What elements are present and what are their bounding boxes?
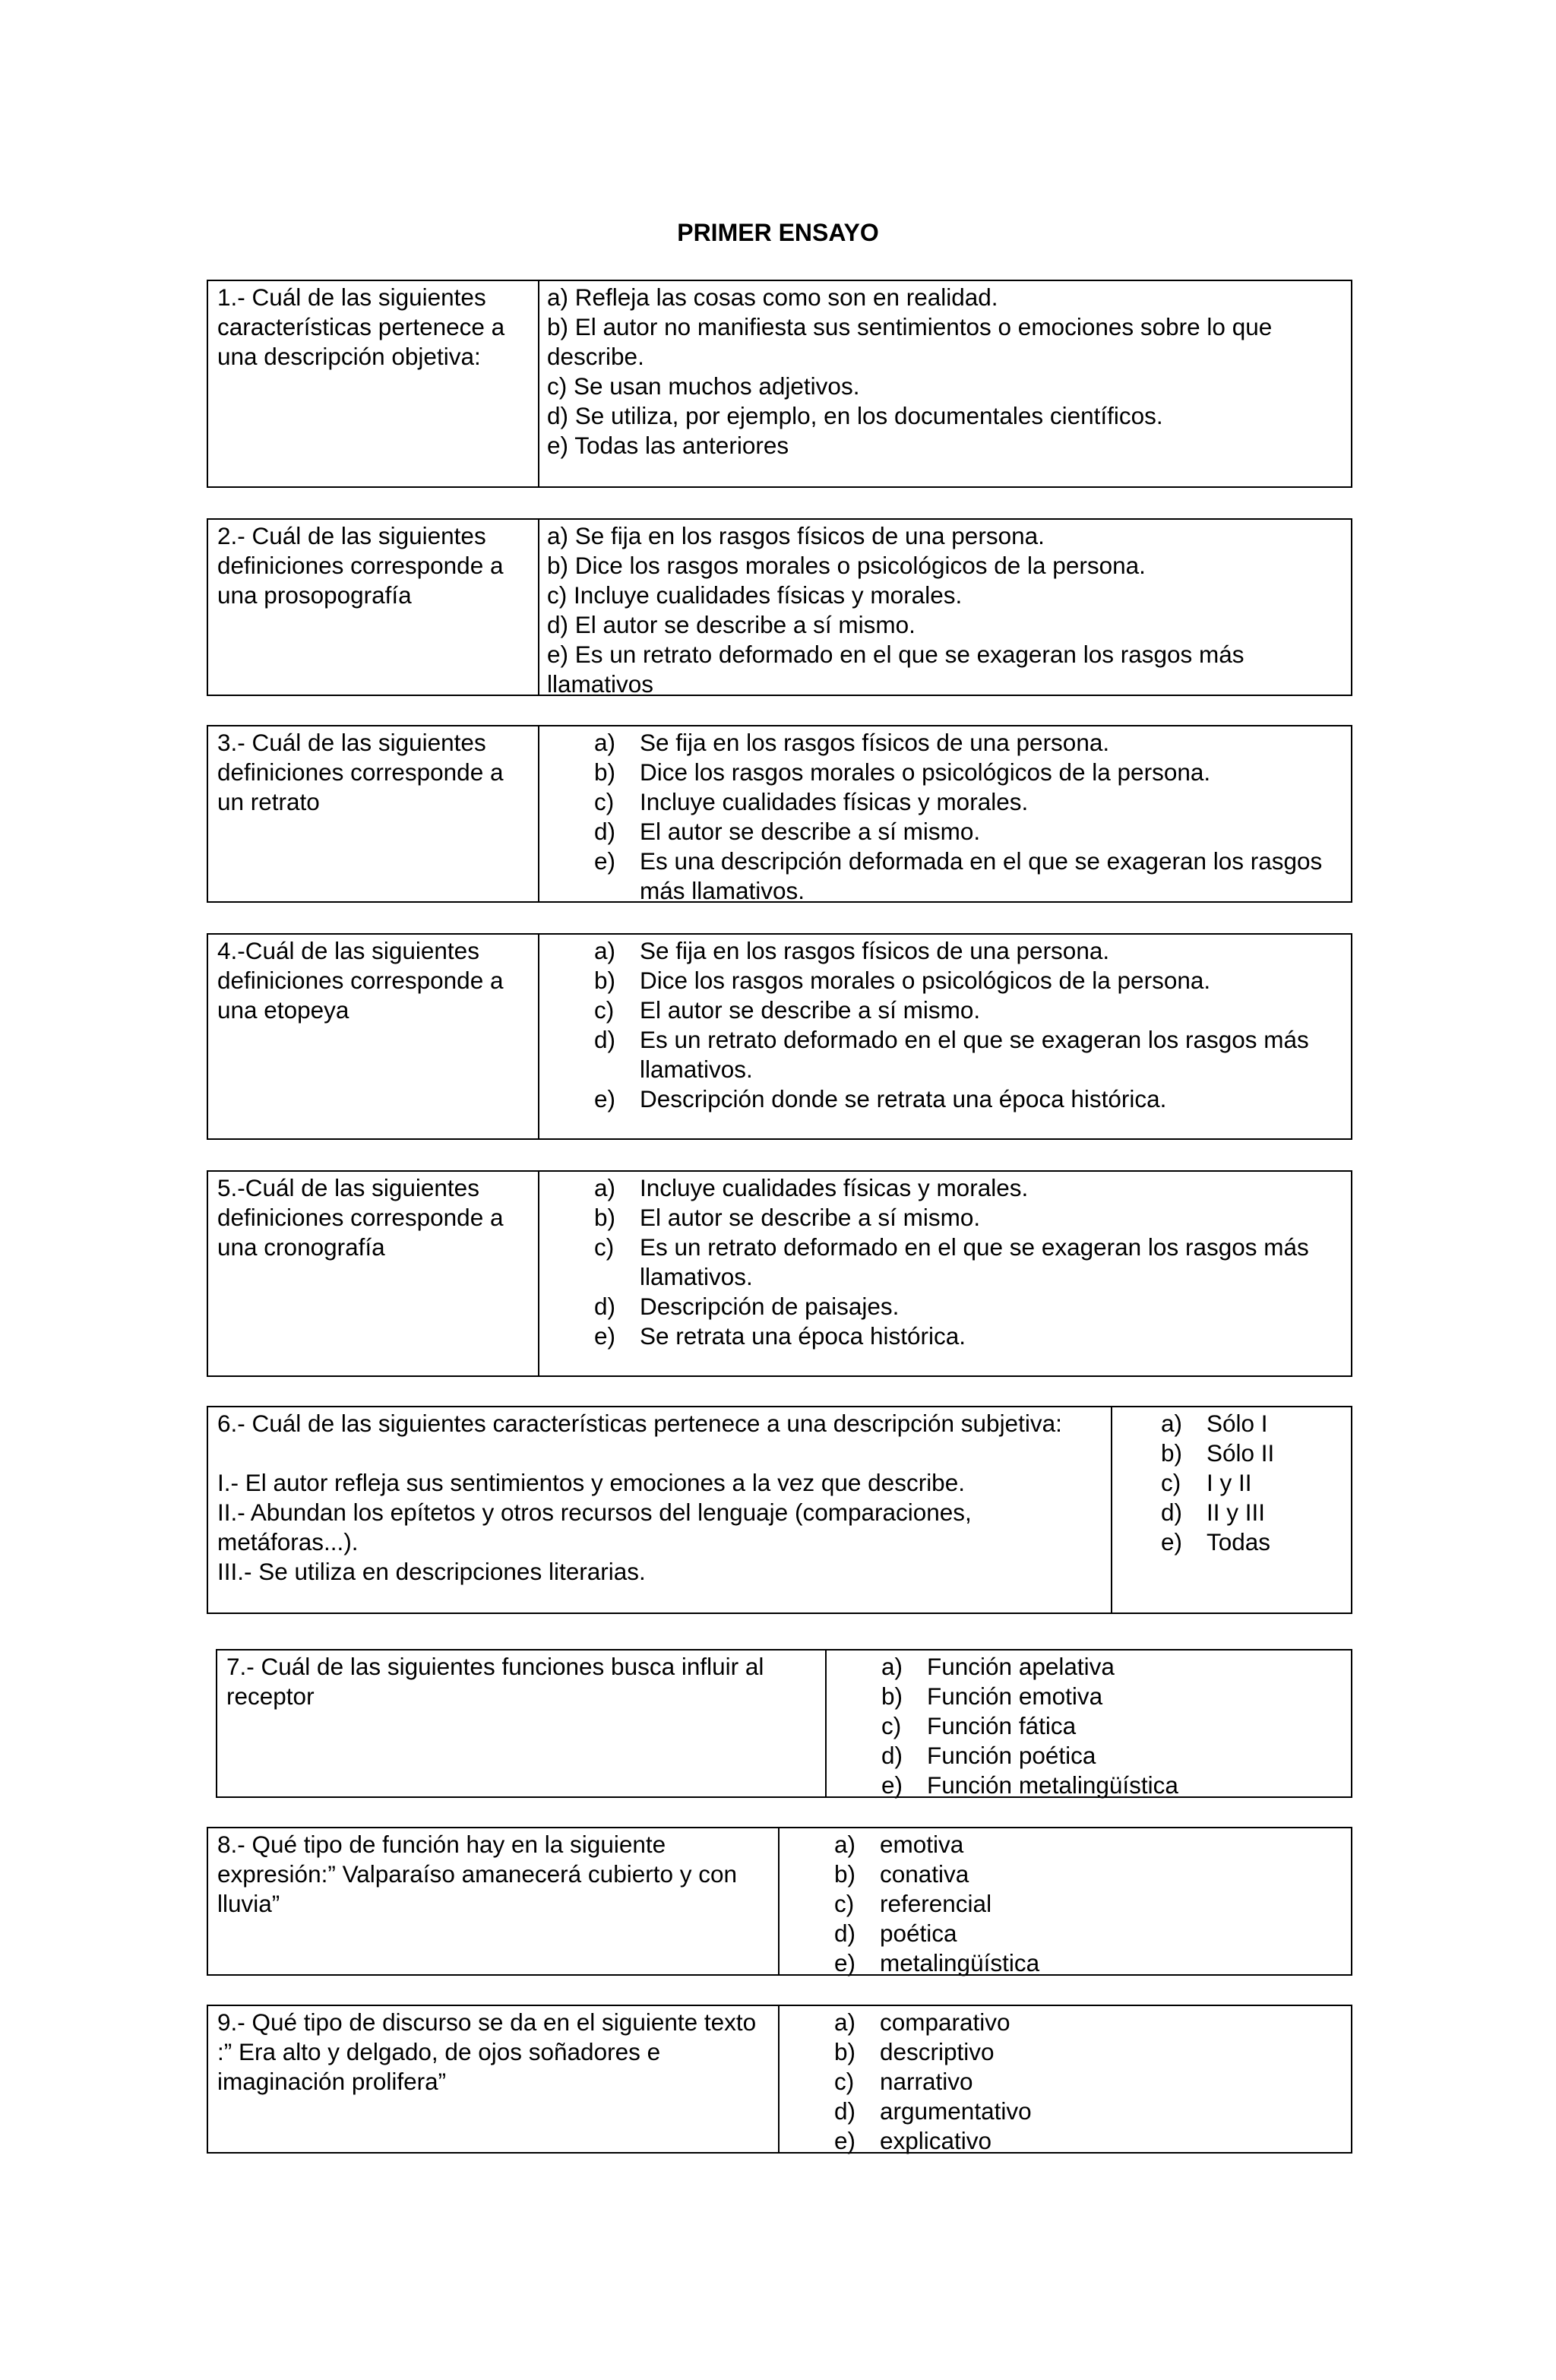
option-b[interactable]: b) Dice los rasgos morales o psicológicos de la persona. [547, 552, 1146, 579]
option-c[interactable]: c) Incluye cualidades físicas y morales. [594, 788, 1029, 815]
answer-options [539, 520, 1351, 698]
option-c[interactable]: c) Función fática [881, 1712, 1077, 1739]
option-d[interactable]: d) II y III [1161, 1499, 1266, 1526]
question-prompt: 2.- Cuál de las siguientes definiciones corresponde a una prosopografía [208, 520, 539, 695]
option-a[interactable]: a) emotiva [834, 1831, 964, 1858]
option-b[interactable]: b) Dice los rasgos morales o psicológicos de la persona. [594, 967, 1211, 994]
option-a[interactable]: a) Incluye cualidades físicas y morales. [594, 1174, 1029, 1201]
question-prompt: 6.- Cuál de las siguientes características pertenece a una descripción subjetiva: I.- El autor refleja sus sentimientos y emociones a la vez que describe. II.- Abundan los epítetos y otros recursos del lenguaje (comparaciones, metáforas...). III.- Se utiliza en descripciones literarias. [208, 1407, 1112, 1613]
answer-options [539, 281, 1351, 486]
question-3 [207, 725, 1352, 903]
option-e[interactable]: e) explicativo [834, 2127, 992, 2154]
question-1 [207, 280, 1352, 488]
option-d[interactable]: d) Función poética [881, 1742, 1096, 1769]
answer-options [780, 2006, 1351, 2152]
option-a[interactable]: a) comparativo [834, 2008, 1010, 2036]
option-b[interactable]: b) descriptivo [834, 2038, 995, 2065]
option-a[interactable]: a) Se fija en los rasgos físicos de una persona. [547, 522, 1045, 549]
option-d[interactable]: d) poética [834, 1920, 957, 1947]
option-a[interactable]: a) Función apelativa [881, 1653, 1115, 1680]
question-2 [207, 518, 1352, 696]
option-c[interactable]: c) Se usan muchos adjetivos. [547, 372, 860, 400]
option-b[interactable]: b) Dice los rasgos morales o psicológicos de la persona. [594, 758, 1211, 786]
question-prompt: 7.- Cuál de las siguientes funciones busca influir al receptor [217, 1650, 827, 1796]
question-prompt: 8.- Qué tipo de función hay en la siguiente expresión:” Valparaíso amanecerá cubierto y con lluvia” [208, 1828, 780, 1974]
option-e[interactable]: e) Todas [1161, 1528, 1271, 1556]
option-a[interactable]: a) Sólo I [1161, 1410, 1268, 1437]
option-e[interactable]: e) Descripción donde se retrata una época histórica. [594, 1085, 1167, 1112]
question-9 [207, 2005, 1352, 2154]
option-c[interactable]: c) Es un retrato deformado en el que se exageran los rasgos más llamativos. [594, 1233, 1309, 1290]
option-c[interactable]: c) I y II [1161, 1469, 1252, 1496]
question-6 [207, 1406, 1352, 1614]
question-7 [216, 1649, 1352, 1798]
option-a[interactable]: a) Refleja las cosas como son en realidad. [547, 283, 998, 311]
question-prompt: 5.-Cuál de las siguientes definiciones corresponde a una cronografía [208, 1172, 539, 1375]
option-d[interactable]: d) Es un retrato deformado en el que se exageran los rasgos más llamativos. [594, 1026, 1309, 1083]
option-b[interactable]: b) El autor se describe a sí mismo. [594, 1204, 981, 1231]
option-e[interactable]: e) Todas las anteriores [547, 432, 789, 459]
option-b[interactable]: b) El autor no manifiesta sus sentimientos o emociones sobre lo que describe. [547, 313, 1273, 370]
answer-options [539, 726, 1351, 904]
question-prompt: 9.- Qué tipo de discurso se da en el siguiente texto :” Era alto y delgado, de ojos soñadores e imaginación prolifera” [208, 2006, 780, 2152]
option-d[interactable]: d) El autor se describe a sí mismo. [547, 611, 916, 638]
page-title: PRIMER ENSAYO [677, 219, 879, 246]
question-prompt: 4.-Cuál de las siguientes definiciones corresponde a una etopeya [208, 935, 539, 1138]
question-4 [207, 933, 1352, 1140]
option-d[interactable]: d) Se utiliza, por ejemplo, en los documentales científicos. [547, 402, 1163, 429]
option-d[interactable]: d) argumentativo [834, 2097, 1032, 2125]
option-c[interactable]: c) narrativo [834, 2068, 973, 2095]
option-e[interactable]: e) Es un retrato deformado en el que se exageran los rasgos más llamativos [547, 641, 1244, 698]
question-5 [207, 1170, 1352, 1377]
option-e[interactable]: e) Se retrata una época histórica. [594, 1322, 966, 1350]
option-b[interactable]: b) conativa [834, 1860, 969, 1888]
option-d[interactable]: d) Descripción de paisajes. [594, 1293, 900, 1320]
option-d[interactable]: d) El autor se describe a sí mismo. [594, 818, 981, 845]
option-e[interactable]: e) Función metalingüística [881, 1771, 1178, 1799]
option-a[interactable]: a) Se fija en los rasgos físicos de una persona. [594, 937, 1110, 964]
option-e[interactable]: e) metalingüística [834, 1949, 1040, 1976]
answer-options [780, 1828, 1351, 1974]
option-c[interactable]: c) referencial [834, 1890, 992, 1917]
answer-options [827, 1650, 1351, 1799]
option-e[interactable]: e) Es una descripción deformada en el que se exageran los rasgos más llamativos. [594, 847, 1323, 904]
question-prompt: 1.- Cuál de las siguientes características pertenece a una descripción objetiva: [208, 281, 539, 486]
answer-options [539, 935, 1351, 1138]
question-prompt: 3.- Cuál de las siguientes definiciones corresponde a un retrato [208, 726, 539, 901]
answer-options [1112, 1407, 1351, 1613]
option-c[interactable]: c) El autor se describe a sí mismo. [594, 996, 981, 1024]
option-a[interactable]: a) Se fija en los rasgos físicos de una persona. [594, 729, 1110, 756]
question-8 [207, 1827, 1352, 1976]
option-b[interactable]: b) Sólo II [1161, 1439, 1275, 1467]
answer-options [539, 1172, 1351, 1375]
option-b[interactable]: b) Función emotiva [881, 1682, 1103, 1710]
option-c[interactable]: c) Incluye cualidades físicas y morales. [547, 581, 963, 609]
